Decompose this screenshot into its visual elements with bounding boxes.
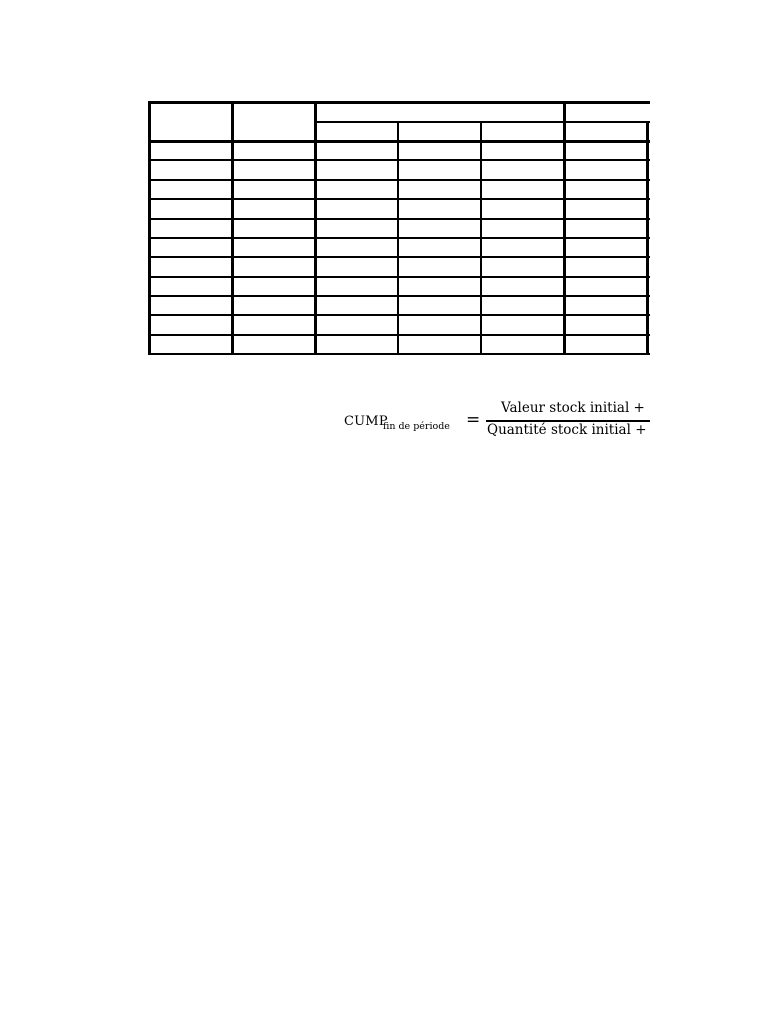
table-row-line [148,179,650,181]
table-left-border [148,101,151,355]
table-row-line [148,353,650,355]
formula-equals-sign: = [466,410,481,430]
table-column-line [397,121,399,355]
formula-numerator: Valeur stock initial + [501,400,645,416]
formula-lhs-main: CUMP [344,414,388,429]
table-subheader-line [314,121,650,123]
table-row-line [148,334,650,336]
table-column-line [314,101,317,355]
formula-denominator: Quantité stock initial + [487,422,647,438]
table-row-line [148,314,650,316]
table-column-line [480,121,482,355]
table-column-line [646,121,649,355]
table-row-line [148,237,650,239]
table-row-line [148,140,650,143]
table-row-line [148,218,650,220]
table-row-line [148,295,650,297]
data-table [148,101,650,355]
formula-fraction [486,396,650,446]
table-row-line [148,198,650,200]
table-column-line [563,101,566,355]
formula-lhs-subscript: fin de période [383,421,450,432]
fraction-bar [486,420,650,422]
table-top-border [148,101,650,104]
table-column-line [231,101,234,355]
table-row-line [148,159,650,161]
table-row-line [148,256,650,258]
table-row-line [148,276,650,278]
